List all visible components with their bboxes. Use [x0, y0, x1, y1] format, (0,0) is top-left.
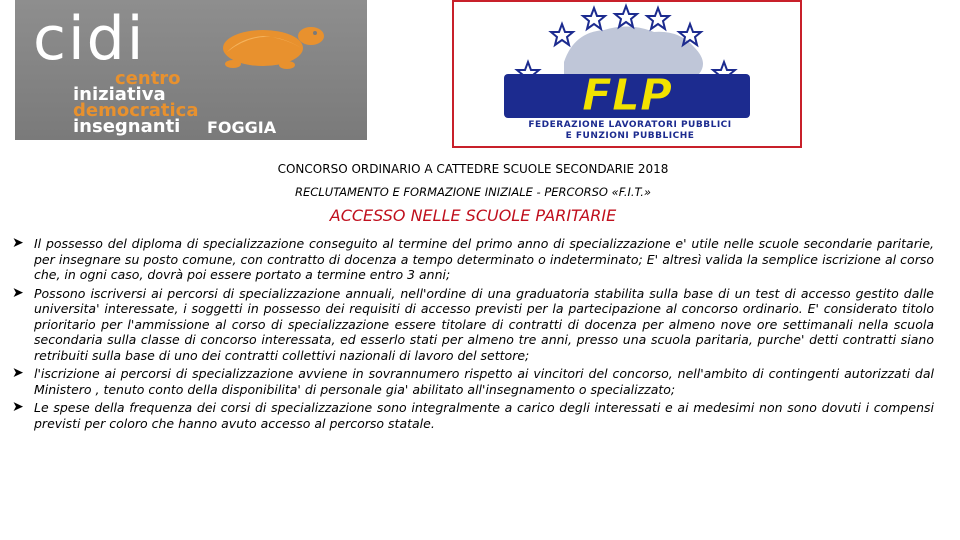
arrowhead-bullet-icon: ➤	[12, 284, 24, 301]
cidi-line-4: insegnanti	[73, 116, 181, 137]
cidi-line-1: centro	[115, 68, 181, 89]
bullet-item	[12, 236, 934, 283]
flp-letters	[504, 70, 750, 121]
star-icon	[583, 8, 605, 29]
bullet-text: Le spese della frequenza dei corsi di specializzazione sono integralmente a carico degli interessati e ai medesimi non sono dovuti i compensi previsti per coloro che hanno avuto accesso al percorso statale.	[34, 400, 934, 431]
cidi-logo-wordmark: cidi	[33, 4, 146, 74]
bullet-text: l'iscrizione ai percorsi di specializzazione avviene in sovrannumero rispetto ai vincitori del concorso, nell'ambito di contingenti autorizzati dal Ministero , tenuto conto della disponibilita' di personale gia' abilitato all'insegnamento o specializzato;	[34, 366, 934, 397]
flp-name-line-1: FEDERAZIONE LAVORATORI PUBBLICI	[528, 120, 732, 130]
turtle-icon	[215, 18, 327, 70]
flp-full-name	[480, 120, 780, 142]
arrowhead-bullet-icon: ➤	[12, 235, 24, 251]
bullet-list	[12, 236, 934, 434]
bullet-item	[12, 400, 934, 431]
bullet-item	[12, 286, 934, 364]
flp-name-line-2: E FUNZIONI PUBBLICHE	[565, 131, 695, 141]
document-heading-2: RECLUTAMENTO E FORMAZIONE INIZIALE - PERCORSO «F.I.T.»	[295, 185, 651, 199]
arrowhead-bullet-icon: ➤	[12, 399, 24, 415]
document-heading-1: CONCORSO ORDINARIO A CATTEDRE SCUOLE SECONDARIE 2018	[277, 162, 669, 176]
cidi-line-2: iniziativa	[73, 84, 166, 105]
arrowhead-bullet-icon: ➤	[12, 365, 24, 381]
star-icon	[551, 24, 573, 45]
bullet-text: Possono iscriversi ai percorsi di specializzazione annuali, nell'ordine di una graduatoria stabilita sulla base di un test di accesso gestito dalle universita' interessate, i soggetti in possesso dei requisiti di accesso previsti per la partecipazione al concorso ordinario. E' considerato titolo prioritario per l'ammissione al corso di specializzazione essere titolare di contratti di docenza per almeno nove ore settimanali nella scuola secondaria sulla classe di concorso interessata, ed esserlo stati per almeno tre anni, presso una scuola paritaria, purche' detti contratti siano retribuiti sulla base di uno dei contratti collettivi nazionali di lavoro del settore;	[34, 285, 934, 363]
star-icon	[647, 8, 669, 29]
cidi-logo	[15, 0, 367, 140]
cidi-city: FOGGIA	[207, 118, 277, 137]
document-title: ACCESSO NELLE SCUOLE PARITARIE	[329, 206, 617, 225]
flp-logo	[452, 0, 802, 148]
star-icon	[615, 6, 637, 27]
bullet-item	[12, 366, 934, 397]
cidi-line-3: democratica	[73, 100, 199, 121]
flp-acronym: FLP	[581, 70, 673, 121]
bullet-text: Il possesso del diploma di specializzazione conseguito al termine del primo anno di specializzazione e' utile nelle scuole secondarie paritarie, per insegnare su posto comune, con contratto di docenza a tempo determinato o indeterminato; E' altresì valida la semplice iscrizione al corso che, in ogni caso, dovrà poi essere portato a termine entro 3 anni;	[34, 236, 934, 282]
